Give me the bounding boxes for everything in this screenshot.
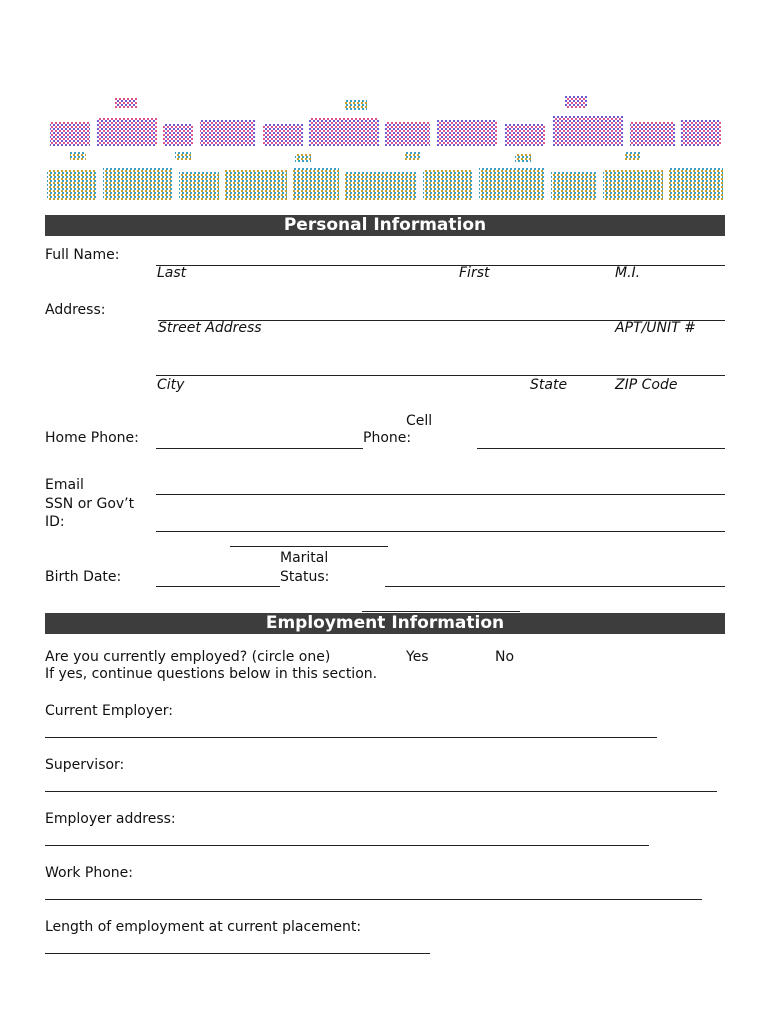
birth-date-field[interactable] [156, 586, 280, 587]
employer-address-label: Employer address: [45, 811, 176, 827]
employment-length-label: Length of employment at current placement: [45, 919, 362, 935]
work-phone-field[interactable] [45, 899, 702, 900]
full-name-label: Full Name: [45, 247, 120, 263]
current-employer-field[interactable] [45, 737, 657, 738]
employed-yes-option[interactable]: Yes [406, 649, 429, 665]
cell-phone-label-line1: Cell [406, 413, 433, 429]
ssn-field[interactable] [156, 531, 725, 532]
address-label: Address: [45, 302, 106, 318]
current-employer-label: Current Employer: [45, 703, 173, 719]
first-name-sublabel: First [459, 265, 490, 281]
home-phone-label: Home Phone: [45, 430, 139, 446]
marital-status-field[interactable] [385, 586, 725, 587]
supervisor-field[interactable] [45, 791, 717, 792]
employed-no-option[interactable]: No [495, 649, 515, 665]
section-header-personal: Personal Information [45, 215, 725, 236]
apt-unit-sublabel: APT/UNIT # [615, 320, 696, 336]
birth-date-label: Birth Date: [45, 569, 122, 585]
employment-length-field[interactable] [45, 953, 430, 954]
divider-line [362, 611, 520, 612]
ssn-label-line1: SSN or Gov’t [45, 496, 135, 512]
employment-note: If yes, continue questions below in this section. [45, 666, 378, 682]
city-sublabel: City [157, 377, 185, 393]
supervisor-label: Supervisor: [45, 757, 125, 773]
street-address-sublabel: Street Address [158, 320, 262, 336]
home-phone-field[interactable] [156, 448, 363, 449]
divider-line [230, 546, 388, 547]
cell-phone-field[interactable] [477, 448, 725, 449]
cell-phone-label-line2: Phone: [363, 430, 412, 446]
marital-label-line2: Status: [280, 569, 330, 585]
last-name-sublabel: Last [157, 265, 187, 281]
employer-address-field[interactable] [45, 845, 649, 846]
garbled-title-banner [45, 96, 725, 206]
employed-question: Are you currently employed? (circle one) [45, 649, 331, 665]
email-field[interactable] [156, 494, 725, 495]
city-state-zip-field[interactable] [156, 375, 725, 376]
zip-code-sublabel: ZIP Code [615, 377, 678, 393]
ssn-label-line2: ID: [45, 514, 65, 530]
email-label: Email [45, 477, 84, 493]
middle-initial-sublabel: M.I. [615, 265, 641, 281]
work-phone-label: Work Phone: [45, 865, 133, 881]
state-sublabel: State [530, 377, 568, 393]
section-header-employment: Employment Information [45, 613, 725, 634]
marital-label-line1: Marital [280, 550, 329, 566]
